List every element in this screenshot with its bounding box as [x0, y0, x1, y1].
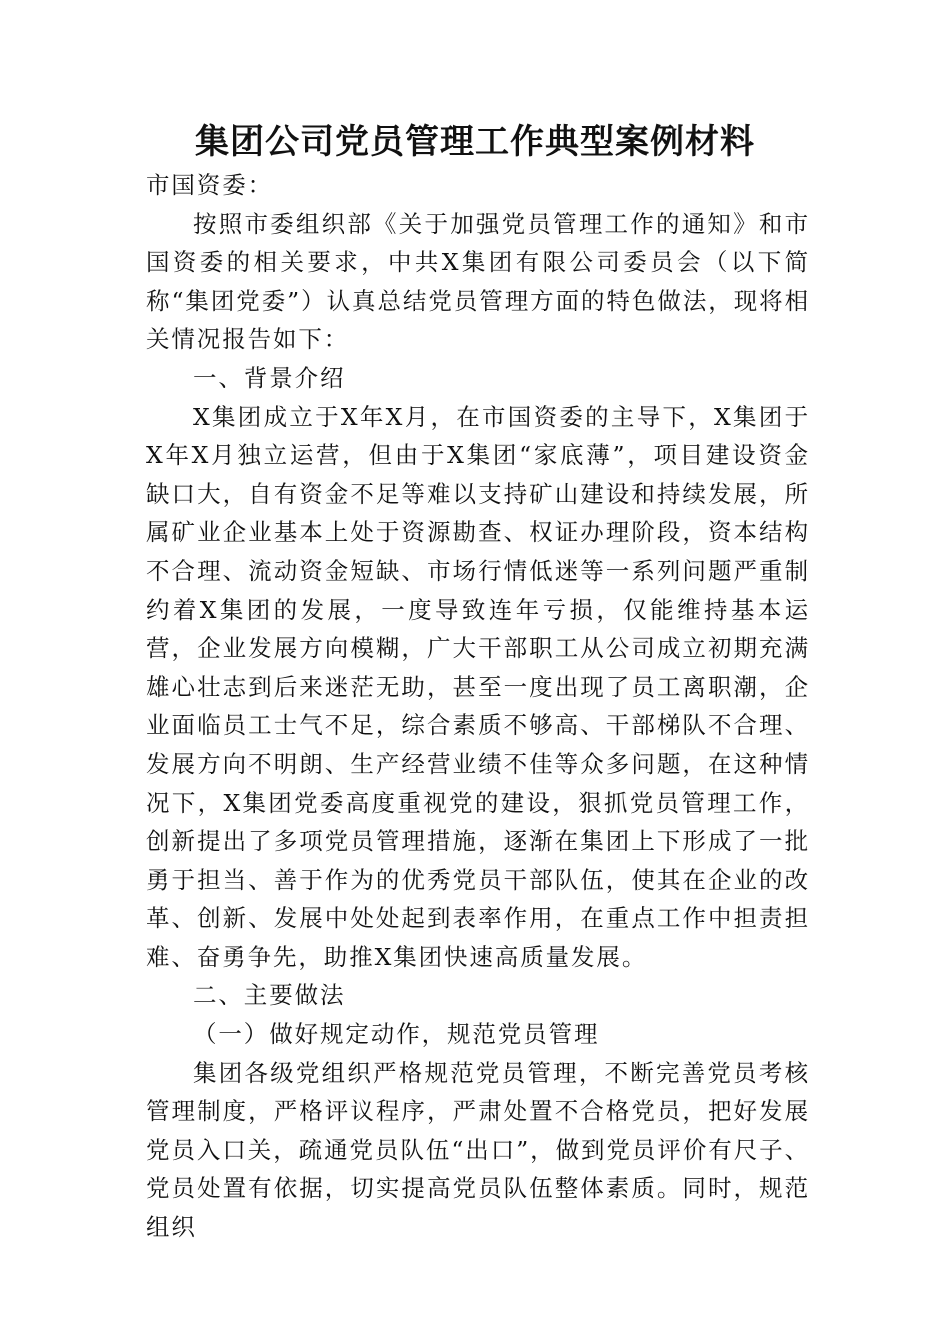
document-title: 集团公司党员管理工作典型案例材料	[195, 122, 755, 162]
subsection-heading-1: （一）做好规定动作，规范党员管理	[193, 1020, 600, 1049]
intro-paragraph: 按照市委组织部《关于加强党员管理工作的通知》和市国资委的相关要求，中共X集团有限公司委员会（以下简称“集团党委”）认真总结党员管理方面的特色做法，现将相关情况报告如下：	[146, 209, 810, 354]
practice-paragraph-1: 集团各级党组织严格规范党员管理，不断完善党员考核管理制度，严格评议程序，严肃处置不合格党员，把好发展党员入口关，疏通党员队伍“出口”，做到党员评价有尺子、党员处置有依据，切实提高党员队伍整体素质。同时，规范组织	[146, 1058, 810, 1242]
salutation: 市国资委：	[146, 171, 273, 199]
document-body	[146, 166, 810, 1247]
section-heading-background: 一、背景介绍	[193, 363, 346, 392]
background-paragraph: X集团成立于X年X月，在市国资委的主导下，X集团于X年X月独立运营，但由于X集团“家底薄”，项目建设资金缺口大，自有资金不足等难以支持矿山建设和持续发展，所属矿业企业基本上处于资源勘查、权证办理阶段，资本结构不合理、流动资金短缺、市场行情低迷等一系列问题严重制约着X集团的发展，一度导致连年亏损，仅能维持基本运营，企业发展方向模糊，广大干部职工从公司成立初期充满雄心壮志到后来迷茫无助，甚至一度出现了员工离职潮，企业面临员工士气不足，综合素质不够高、干部梯队不合理、发展方向不明朗、生产经营业绩不佳等众多问题，在这种情况下，X集团党委高度重视党的建设，狠抓党员管理工作，创新提出了多项党员管理措施，逐渐在集团上下形成了一批勇于担当、善于作为的优秀党员干部队伍，使其在企业的改革、创新、发展中处处起到表率作用，在重点工作中担责担难、奋勇争先，助推X集团快速高质量发展。	[146, 402, 810, 971]
section-heading-practices: 二、主要做法	[193, 981, 346, 1010]
